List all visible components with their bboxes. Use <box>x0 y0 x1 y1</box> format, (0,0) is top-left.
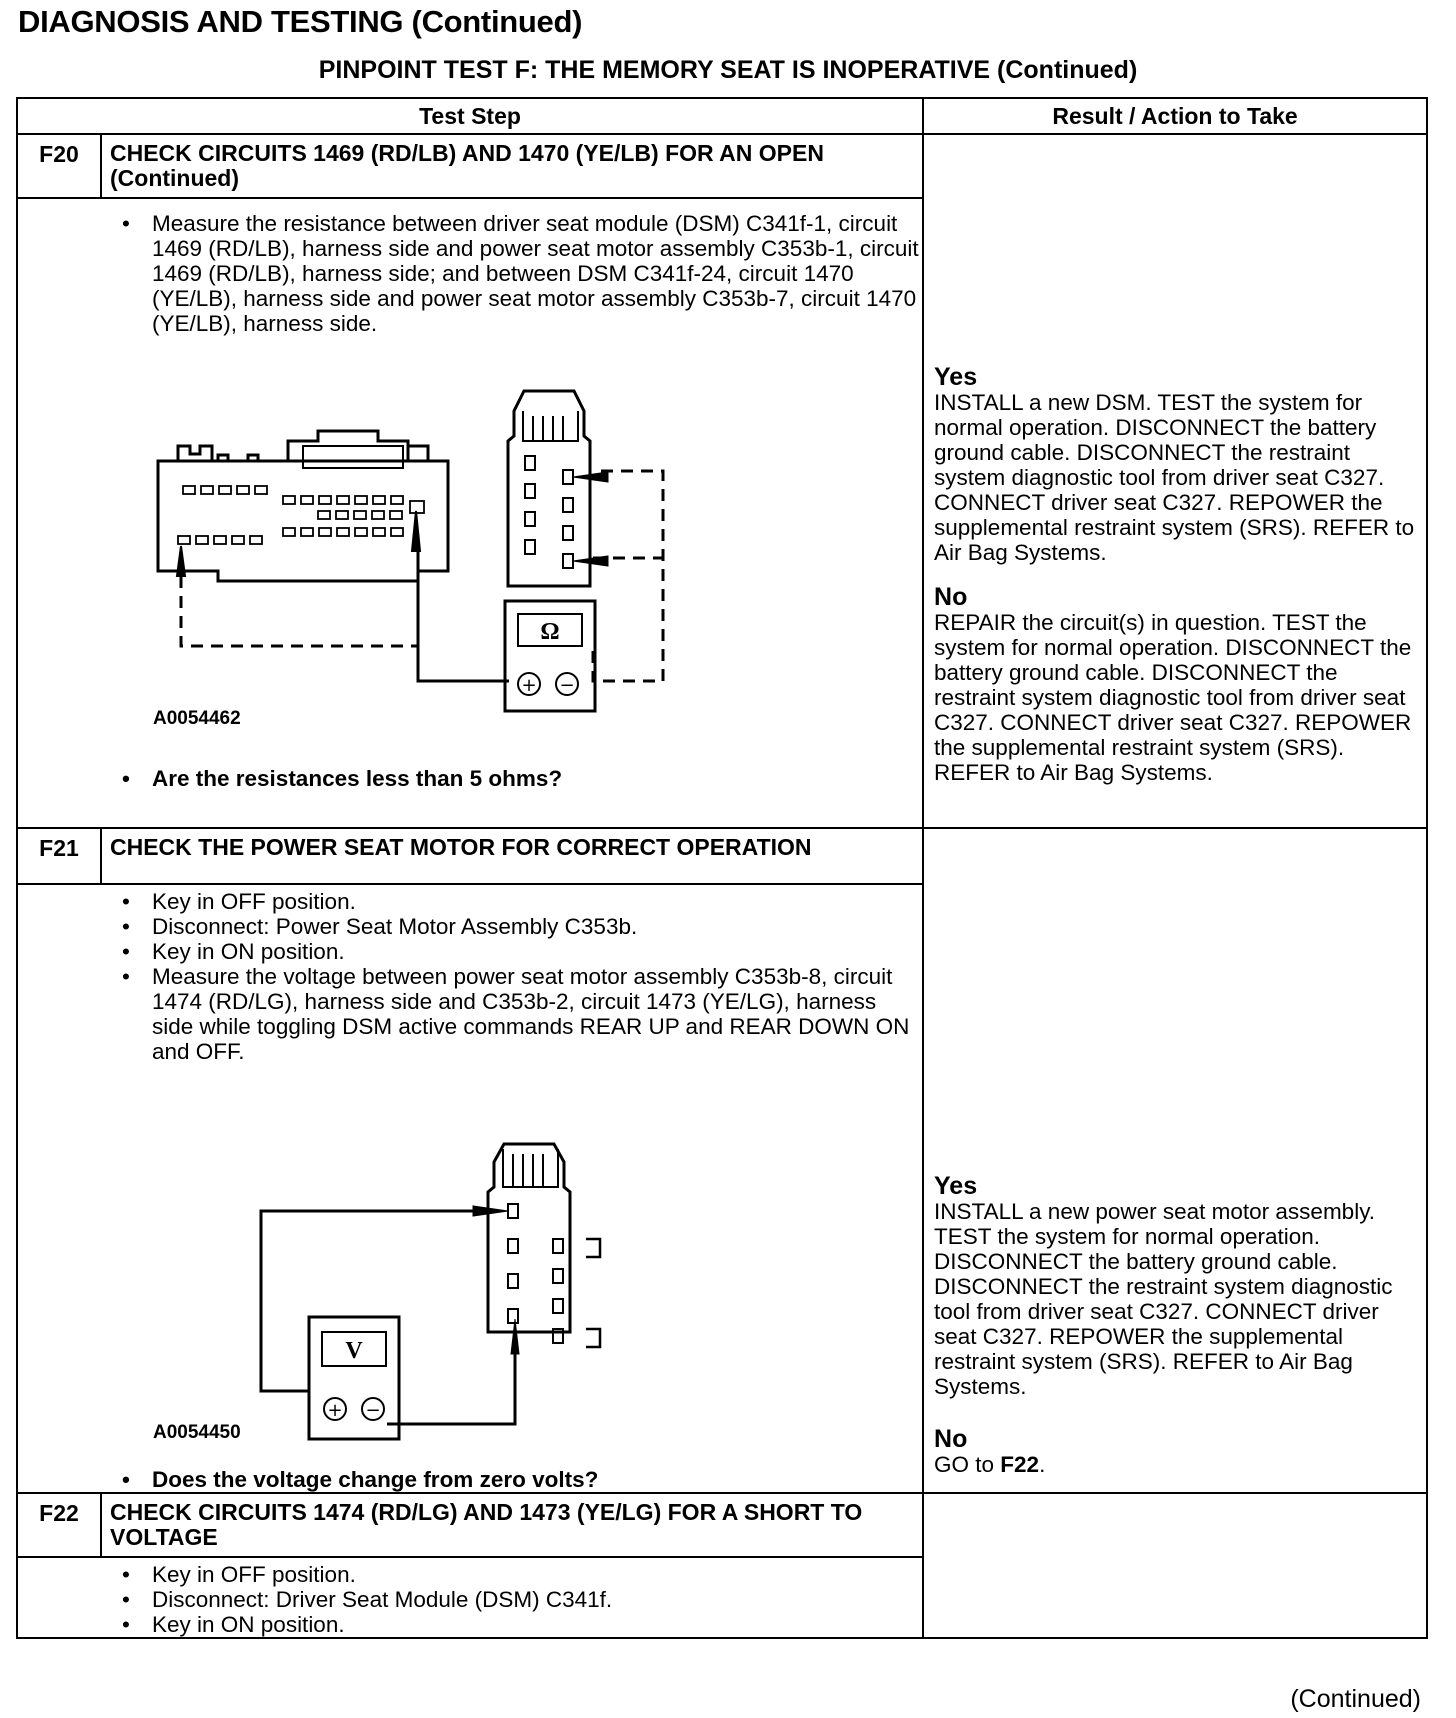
step-bullet: • Key in ON position. <box>18 939 922 964</box>
figure-id: A0054462 <box>153 708 241 729</box>
result-no-label: No <box>934 1425 968 1453</box>
minus-terminal: − <box>365 1400 381 1421</box>
figure-id: A0054450 <box>153 1422 241 1443</box>
step-bullet: • Measure the resistance between driver seat module (DSM) C341f-1, circuit 1469 (RD/LB), harness side and power seat motor assembly C353b-1, circuit 1469 (RD/LB), harness side; and between DSM C341f-24, circuit 1470 (YE/LB), harness side and power seat motor assembly C353b-7, circuit 1470 (YE/LB), harness side. <box>18 211 922 336</box>
figure-resistance-test <box>18 336 922 756</box>
step-f20-result <box>923 134 1427 828</box>
go-to-text: GO to <box>934 1452 1001 1477</box>
step-heading: CHECK CIRCUITS 1474 (RD/LG) AND 1473 (YE/LG) FOR A SHORT TO VOLTAGE <box>101 1493 923 1557</box>
ohmmeter <box>505 601 595 711</box>
table-header-row <box>17 98 1427 134</box>
step-f20-body <box>17 198 923 828</box>
step-id: F20 <box>17 134 101 198</box>
column-header-result: Result / Action to Take <box>923 98 1427 134</box>
figure-voltage-test <box>18 1064 922 1454</box>
step-f21-result <box>923 828 1427 1493</box>
step-f22-result <box>923 1493 1427 1638</box>
plus-terminal: + <box>521 675 537 696</box>
voltmeter <box>309 1317 399 1439</box>
step-f21-body <box>17 884 923 1493</box>
result-no-text: REPAIR the circuit(s) in question. TEST the system for normal operation. DISCONNECT the battery ground cable. DISCONNECT the restraint system diagnostic tool from driver seat C327. CONNECT driver seat C327. REPOWER the supplemental restraint system (SRS). REFER to Air Bag Systems. <box>934 610 1412 785</box>
step-bullet: • Disconnect: Power Seat Motor Assembly C353b. <box>18 914 922 939</box>
result-yes-text: INSTALL a new power seat motor assembly. TEST the system for normal operation. DISCONNECT the battery ground cable. DISCONNECT the restraint system diagnostic tool from driver seat C327. CONNECT driver seat C327. REPOWER the supplemental restraint system (SRS). REFER to Air Bag Systems. <box>934 1199 1393 1399</box>
step-heading: CHECK THE POWER SEAT MOTOR FOR CORRECT OPERATION <box>101 828 923 884</box>
volt-symbol: V <box>345 1338 363 1364</box>
result-no-label: No <box>934 583 968 611</box>
voltage-test-diagram <box>18 1064 758 1454</box>
continued-footer: (Continued) <box>1290 1685 1421 1713</box>
resistance-test-diagram <box>18 336 758 756</box>
pinpoint-test-table <box>16 97 1428 1639</box>
result-yes-text: INSTALL a new DSM. TEST the system for normal operation. DISCONNECT the battery ground cable. DISCONNECT the restraint system diagnostic tool from driver seat C327. CONNECT driver seat C327. REPOWER the supplemental restraint system (SRS). REFER to Air Bag Systems. <box>934 390 1415 565</box>
step-id: F22 <box>17 1493 101 1557</box>
step-question: • Are the resistances less than 5 ohms? <box>18 766 922 791</box>
minus-terminal: − <box>559 675 575 696</box>
result-no-text <box>934 1452 1422 1477</box>
pinpoint-test-title: PINPOINT TEST F: THE MEMORY SEAT IS INOPERATIVE (Continued) <box>318 56 1138 84</box>
step-f22-body <box>17 1557 923 1638</box>
result-yes-label: Yes <box>934 363 978 391</box>
step-bullet: • Key in OFF position. <box>18 1562 922 1587</box>
ohm-symbol: Ω <box>540 619 560 645</box>
step-f22-header-row <box>17 1493 1427 1557</box>
go-to-step-link[interactable]: F22 <box>1000 1452 1040 1477</box>
step-bullet: • Key in OFF position. <box>18 889 922 914</box>
step-f21-header-row <box>17 828 1427 884</box>
step-bullet: • Disconnect: Driver Seat Module (DSM) C341f. <box>18 1587 922 1612</box>
step-id: F21 <box>17 828 101 884</box>
go-to-suffix: . <box>1039 1452 1046 1477</box>
result-yes-label: Yes <box>934 1172 978 1200</box>
step-question: • Does the voltage change from zero volts? <box>18 1467 922 1492</box>
step-heading: CHECK CIRCUITS 1469 (RD/LB) AND 1470 (YE/LB) FOR AN OPEN (Continued) <box>101 134 923 198</box>
step-bullet: • Key in ON position. <box>18 1612 922 1637</box>
column-header-test-step: Test Step <box>17 98 923 134</box>
step-bullet: • Measure the voltage between power seat motor assembly C353b-8, circuit 1474 (RD/LG), harness side and C353b-2, circuit 1473 (YE/LG), harness side while toggling DSM active commands REAR UP and REAR DOWN ON and OFF. <box>18 964 922 1064</box>
page-title: DIAGNOSIS AND TESTING (Continued) <box>18 4 583 39</box>
plus-terminal: + <box>327 1400 343 1421</box>
step-f20-header-row <box>17 134 1427 198</box>
dsm-connector-shape <box>158 461 448 581</box>
